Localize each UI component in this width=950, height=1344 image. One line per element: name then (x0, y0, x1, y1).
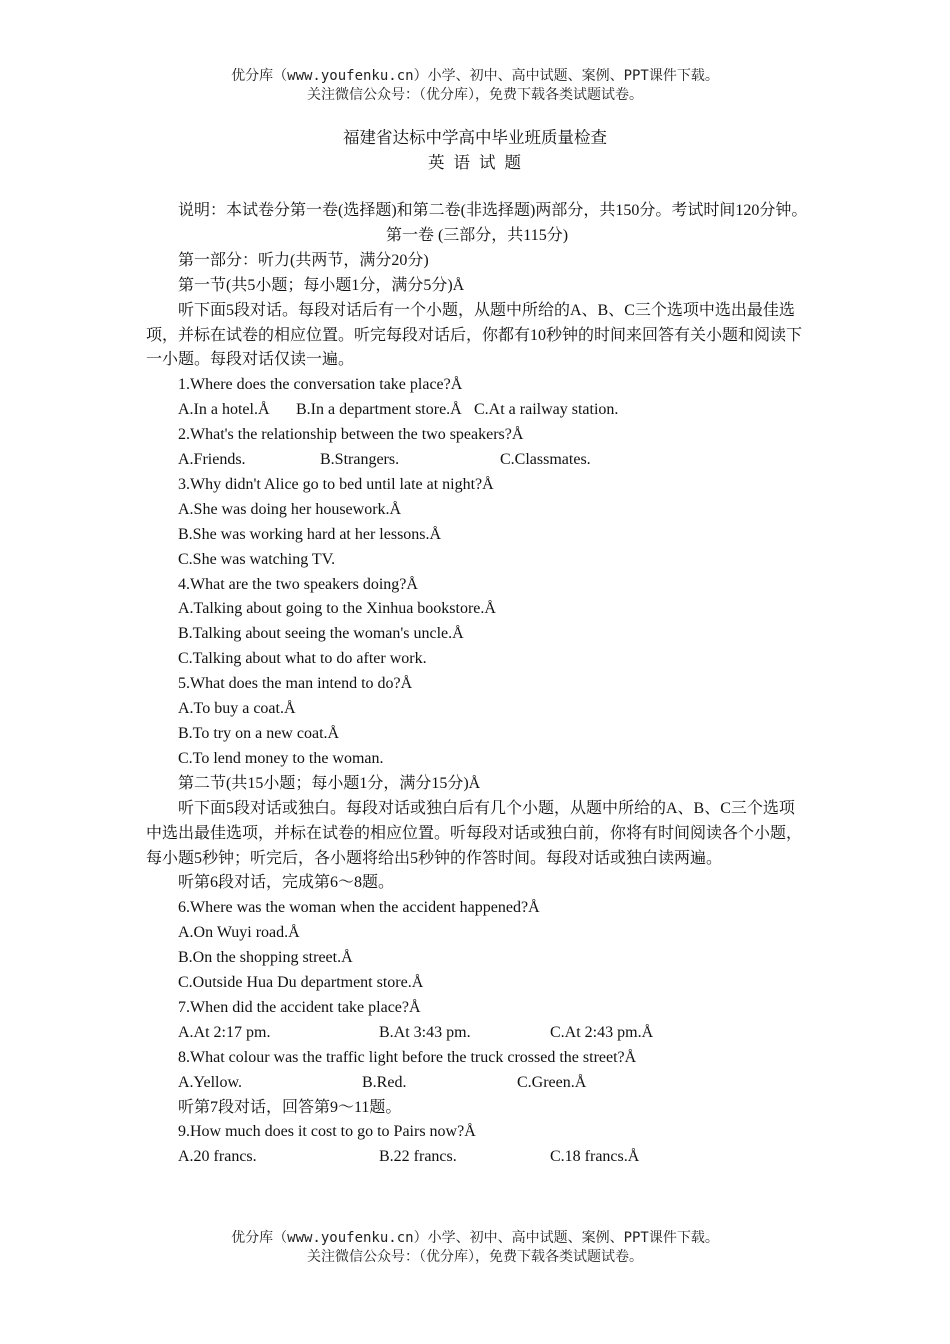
exam-title-block (0, 126, 950, 176)
option-c: C.At 2:43 pm.Å (550, 1023, 654, 1041)
footer-line-1: 优分库（www.youfenku.cn）小学、初中、高中试题、案例、PPT课件下载。 (231, 1230, 719, 1246)
option-b: B.Red. (362, 1073, 407, 1091)
option-c: C.She was watching TV. (178, 550, 336, 568)
section1-heading: 第一节(共5小题；每小题1分，满分5分)Å (178, 276, 465, 294)
page-footer (0, 1229, 950, 1267)
option-c: C.Classmates. (500, 451, 591, 469)
exam-content (146, 199, 808, 1170)
exam-title: 福建省达标中学高中毕业班质量检查 (343, 128, 607, 147)
part1-heading: 第一部分：听力(共两节，满分20分) (178, 251, 429, 269)
question-2-options (146, 448, 808, 473)
volume1-heading: 第一卷 (三部分，共115分) (385, 226, 569, 244)
option-a: A.To buy a coat.Å (178, 700, 296, 718)
option-a: A.20 francs. (178, 1148, 257, 1166)
question-5: 5.What does the man intend to do?Å (178, 675, 413, 693)
question-7: 7.When did the accident take place?Å (178, 998, 421, 1016)
option-a: A.On Wuyi road.Å (178, 924, 300, 942)
option-a: A.At 2:17 pm. (178, 1023, 271, 1041)
question-1: 1.Where does the conversation take place?Å (178, 376, 463, 394)
question-9: 9.How much does it cost to go to Pairs now?Å (178, 1123, 476, 1141)
option-a: A.Friends. (178, 451, 246, 469)
option-b: B.22 francs. (379, 1148, 457, 1166)
dialog7-intro: 听第7段对话，回答第9～11题。 (178, 1098, 402, 1116)
option-b: B.On the shopping street.Å (178, 949, 353, 967)
question-8: 8.What colour was the traffic light before the truck crossed the street?Å (178, 1048, 637, 1066)
option-a: A.In a hotel.Å (178, 401, 270, 419)
question-8-options (146, 1071, 808, 1096)
question-3: 3.Why didn't Alice go to bed until late at night?Å (178, 475, 494, 493)
section2-heading: 第二节(共15小题；每小题1分，满分15分)Å (178, 774, 481, 792)
option-c: C.Talking about what to do after work. (178, 650, 427, 668)
section2-instructions: 听下面5段对话或独白。每段对话或独白后有几个小题，从题中所给的A、B、C三个选项中选出最佳选项，并标在试卷的相应位置。听每段对话或独白前，你将有时间阅读各个小题，每小题5秒钟；听完后，各小题将给出5秒钟的作答时间。每段对话或独白读两遍。 (146, 799, 803, 867)
header-line-2: 关注微信公众号：（优分库），免费下载各类试题试卷。 (307, 87, 643, 103)
footer-line-2: 关注微信公众号：（优分库），免费下载各类试题试卷。 (307, 1249, 643, 1265)
option-c: C.At a railway station. (474, 401, 619, 419)
intro-paragraph: 说明：本试卷分第一卷(选择题)和第二卷(非选择题)两部分，共150分。考试时间120分钟。 (178, 202, 808, 219)
dialog6-intro: 听第6段对话，完成第6～8题。 (178, 874, 395, 892)
option-b: B.Strangers. (320, 451, 400, 469)
exam-subtitle: 英语试题 (428, 153, 530, 172)
option-b: B.To try on a new coat.Å (178, 725, 340, 742)
question-2: 2.What's the relationship between the two speakers?Å (178, 426, 524, 444)
question-7-options (146, 1021, 808, 1046)
question-6: 6.Where was the woman when the accident happened?Å (178, 899, 540, 917)
option-a: A.She was doing her housework.Å (178, 500, 402, 518)
option-a: A.Yellow. (178, 1073, 243, 1091)
option-a: A.Talking about going to the Xinhua bookstore.Å (178, 600, 496, 618)
header-line-1: 优分库（www.youfenku.cn）小学、初中、高中试题、案例、PPT课件下载。 (231, 68, 719, 84)
page-header (0, 67, 950, 105)
question-9-options (146, 1145, 808, 1170)
option-c: C.Outside Hua Du department store.Å (178, 974, 424, 992)
question-4: 4.What are the two speakers doing?Å (178, 575, 418, 593)
question-1-options (146, 398, 808, 423)
option-c: C.18 francs.Å (550, 1148, 640, 1166)
option-c: C.Green.Å (517, 1073, 587, 1091)
section1-instructions: 听下面5段对话。每段对话后有一个小题，从题中所给的A、B、C三个选项中选出最佳选项，并标在试卷的相应位置。听完每段对话后，你都有10秒钟的时间来回答有关小题和阅读下一小题。每段对话仅读一遍。 (146, 301, 803, 369)
option-b: B.At 3:43 pm. (379, 1023, 471, 1041)
option-b: B.In a department store.Å (296, 401, 462, 419)
option-b: B.Talking about seeing the woman's uncle.Å (178, 625, 464, 643)
option-b: B.She was working hard at her lessons.Å (178, 525, 442, 543)
option-c: C.To lend money to the woman. (178, 749, 384, 767)
